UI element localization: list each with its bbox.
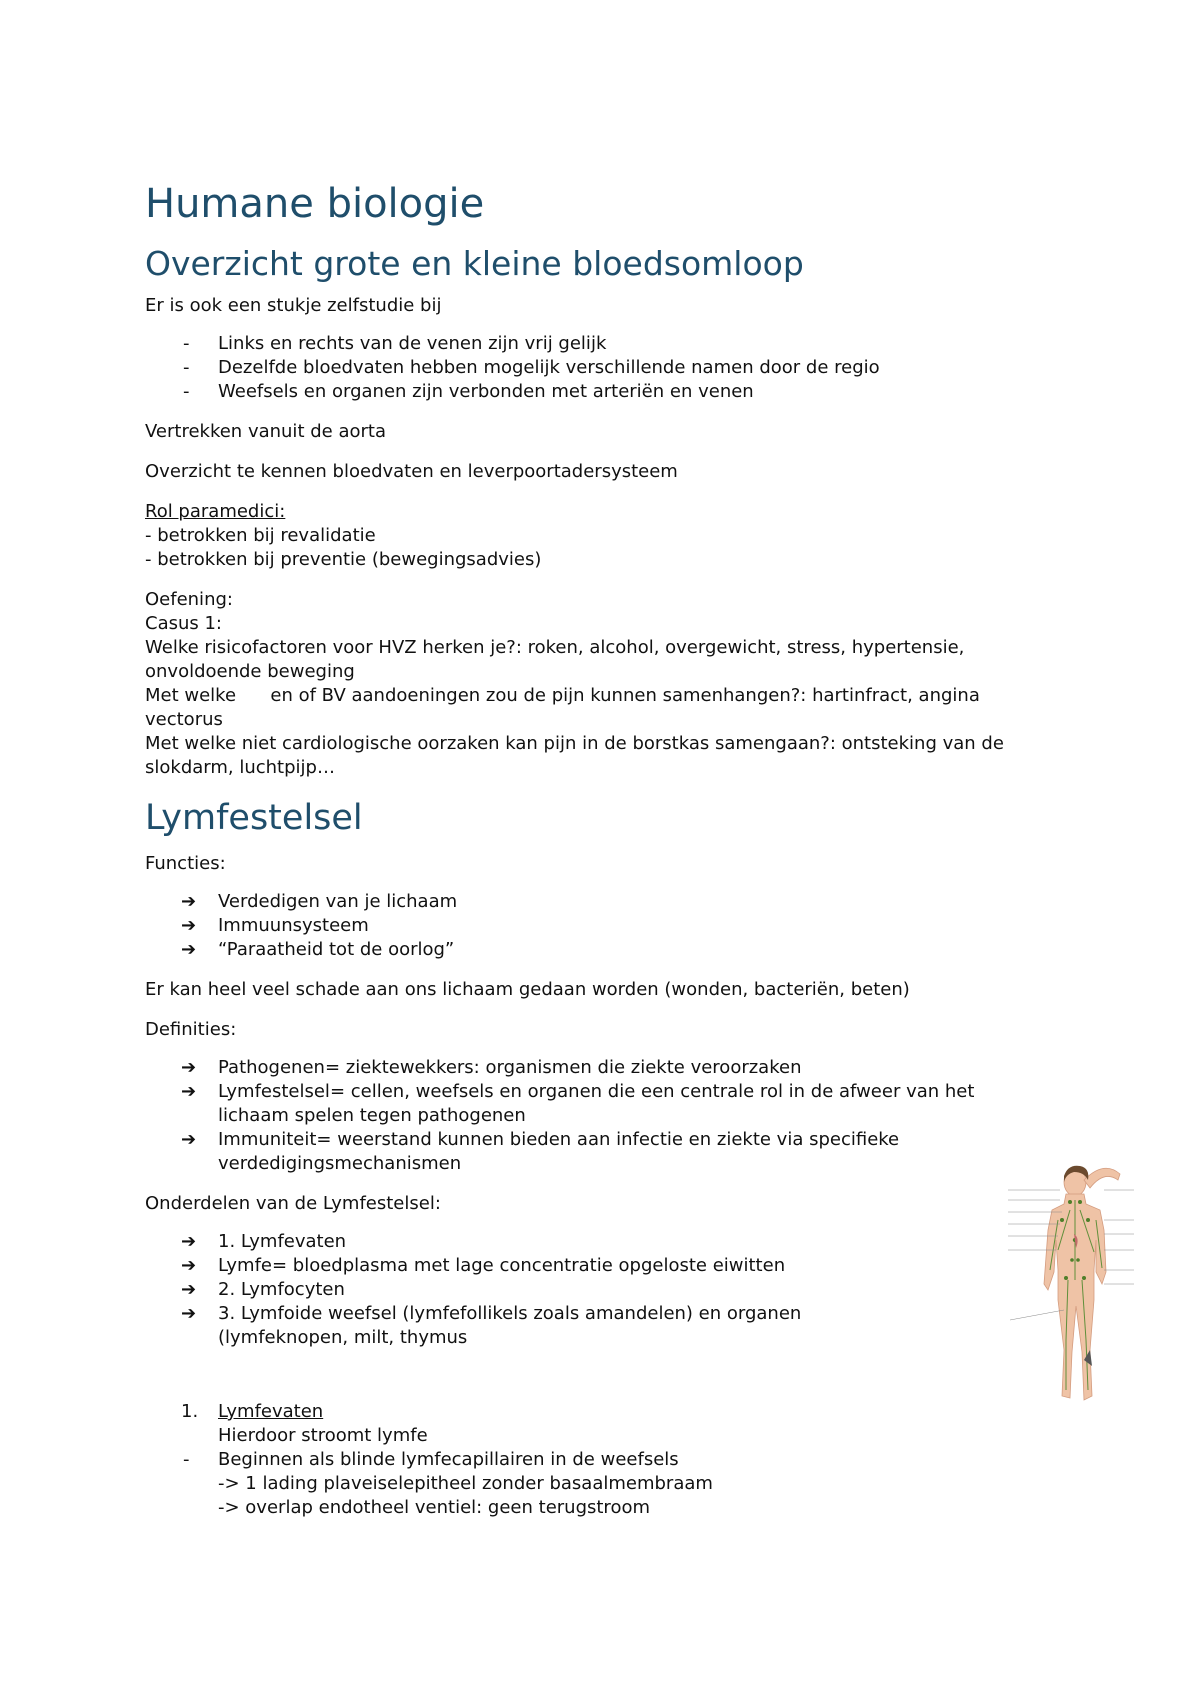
list-item: - Weefsels en organen zijn verbonden met arteriën en venen — [145, 380, 1045, 404]
list-item — [145, 914, 1045, 938]
oefening-line: Welke risicofactoren voor HVZ herken je?: roken, alcohol, overgewicht, stress, hypertensie, onvoldoende beweging — [145, 637, 965, 682]
rol-heading: Rol paramedici: — [145, 501, 286, 522]
list-item-text: Immuniteit= weerstand kunnen bieden aan infectie en ziekte via specifieke verdedigingsmechanismen — [218, 1129, 900, 1174]
list-item — [145, 1254, 1045, 1278]
lymfevaten-line: -> 1 lading plaveiselepitheel zonder basaalmembraam — [218, 1473, 713, 1494]
list-item-text: 3. Lymfoide weefsel (lymfefollikels zoals amandelen) en organen (lymfeknopen, milt, thymus — [218, 1303, 802, 1348]
list-item — [145, 938, 1045, 962]
list-item-text: Verdedigen van je lichaam — [218, 891, 458, 912]
section-heading-bloedsomloop: Overzicht grote en kleine bloedsomloop — [145, 244, 804, 283]
lymfevaten-line: -> overlap endotheel ventiel: geen terugstroom — [218, 1497, 650, 1518]
list-item-text: Lymfe= bloedplasma met lage concentratie opgeloste eiwitten — [218, 1255, 786, 1276]
list-item: - Links en rechts van de venen zijn vrij gelijk — [145, 332, 1045, 356]
arrow-right-icon: ➔ — [181, 1279, 197, 1300]
list-item — [145, 890, 1045, 914]
list-item — [145, 1056, 1045, 1080]
lymfevaten-dash-item — [145, 1448, 1045, 1472]
lymfevaten-title: Lymfevaten — [218, 1401, 324, 1422]
page-title: Humane biologie — [145, 181, 485, 227]
functies-label: Functies: — [145, 853, 226, 874]
section-heading-lymfestelsel: Lymfestelsel — [145, 798, 363, 838]
arrow-right-icon: ➔ — [181, 891, 197, 912]
paragraph-overzicht: Overzicht te kennen bloedvaten en leverpoortadersysteem — [145, 461, 678, 482]
arrow-right-icon: ➔ — [181, 1057, 197, 1078]
schade-text: Er kan heel veel schade aan ons lichaam gedaan worden (wonden, bacteriën, beten) — [145, 979, 910, 1000]
list-number: 1. — [181, 1401, 199, 1422]
document-page — [145, 180, 1045, 1520]
onderdelen-list — [145, 1230, 1045, 1350]
oefening-line: Casus 1: — [145, 613, 223, 634]
oefening-line: Oefening: — [145, 589, 233, 610]
list-item-text: Immuunsysteem — [218, 915, 369, 936]
list-item — [145, 1400, 1045, 1424]
functies-list — [145, 890, 1045, 962]
lymphatic-system-figure — [1000, 1160, 1142, 1408]
lymfevaten-sub: Hierdoor stroomt lymfe — [218, 1425, 428, 1446]
oefening-line: Met welke niet cardiologische oorzaken kan pijn in de borstkas samengaan?: ontsteking van de slokdarm, luchtpijp… — [145, 733, 1004, 778]
onderdelen-label: Onderdelen van de Lymfestelsel: — [145, 1193, 441, 1214]
list-item — [145, 1230, 1045, 1254]
paragraph-aorta: Vertrekken vanuit de aorta — [145, 421, 386, 442]
arrow-right-icon: ➔ — [181, 1303, 197, 1324]
bloedsomloop-list — [145, 332, 1045, 404]
list-item: - Dezelfde bloedvaten hebben mogelijk verschillende namen door de regio — [145, 356, 1045, 380]
list-item — [145, 1128, 1045, 1176]
list-item-text: “Paraatheid tot de oorlog” — [218, 939, 455, 960]
list-item-text: Beginnen als blinde lymfecapillairen in de weefsels — [218, 1449, 679, 1470]
list-item-text: Lymfestelsel= cellen, weefsels en organen die een centrale rol in de afweer van het lichaam spelen tegen pathogenen — [218, 1081, 975, 1126]
dash-marker: - — [183, 1449, 190, 1470]
list-item — [145, 1080, 1045, 1128]
definities-list — [145, 1056, 1045, 1176]
list-item — [145, 1278, 1045, 1302]
arrow-right-icon: ➔ — [181, 1081, 197, 1102]
arrow-right-icon: ➔ — [181, 939, 197, 960]
oefening-line: Met welke en of BV aandoeningen zou de pijn kunnen samenhangen?: hartinfract, angina vectorus — [145, 685, 986, 730]
arrow-right-icon: ➔ — [181, 915, 197, 936]
list-item-text: 1. Lymfevaten — [218, 1231, 347, 1252]
list-item-text: Pathogenen= ziektewekkers: organismen die ziekte veroorzaken — [218, 1057, 802, 1078]
rol-line: - betrokken bij revalidatie — [145, 525, 376, 546]
definities-label: Definities: — [145, 1019, 237, 1040]
arrow-right-icon: ➔ — [181, 1129, 197, 1150]
rol-line: - betrokken bij preventie (bewegingsadvies) — [145, 549, 542, 570]
intro-text: Er is ook een stukje zelfstudie bij — [145, 295, 442, 316]
list-item — [145, 1302, 1045, 1350]
arrow-right-icon: ➔ — [181, 1231, 197, 1252]
lymfevaten-list — [145, 1400, 1045, 1424]
arrow-right-icon: ➔ — [181, 1255, 197, 1276]
list-item-text: 2. Lymfocyten — [218, 1279, 345, 1300]
